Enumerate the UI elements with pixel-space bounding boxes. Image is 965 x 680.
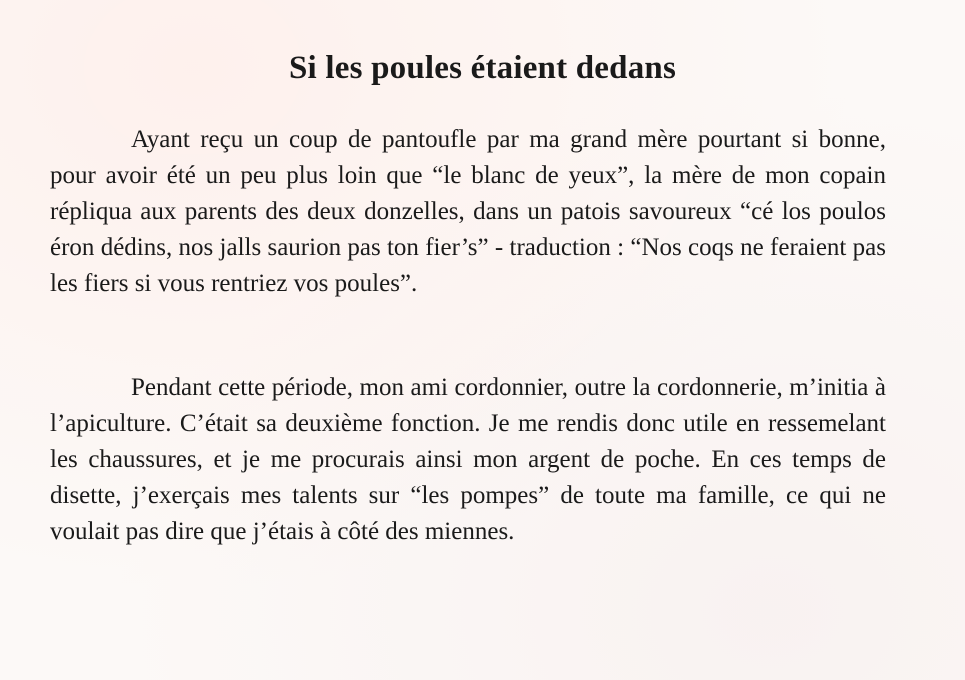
paragraph-1: Ayant reçu un coup de pantoufle par ma grand mère pourtant si bonne, pour avoir été un peu plus loin que “le blanc de yeux”, la mère de mon copain répliqua aux parents des deux donzelles, dans un patois savoureux “cé los poulos éron dédins, nos jalls saurion pas ton fier’s” - traduction : “Nos coqs ne feraient pas les fiers si vous rentriez vos poules”.: [50, 126, 886, 297]
paragraph-2: Pendant cette période, mon ami cordonnier, outre la cordonnerie, m’initia à l’apiculture. C’était sa deuxième fonction. Je me rendis donc utile en ressemelant les chaussures, et je me procurais ainsi mon argent de poche. En ces temps de disette, j’exerçais mes talents sur “les pompes” de toute ma famille, ce qui ne voulait pas dire que j’étais à côté des miennes.: [50, 374, 886, 545]
page-title: Si les poules étaient dedans: [289, 50, 676, 86]
